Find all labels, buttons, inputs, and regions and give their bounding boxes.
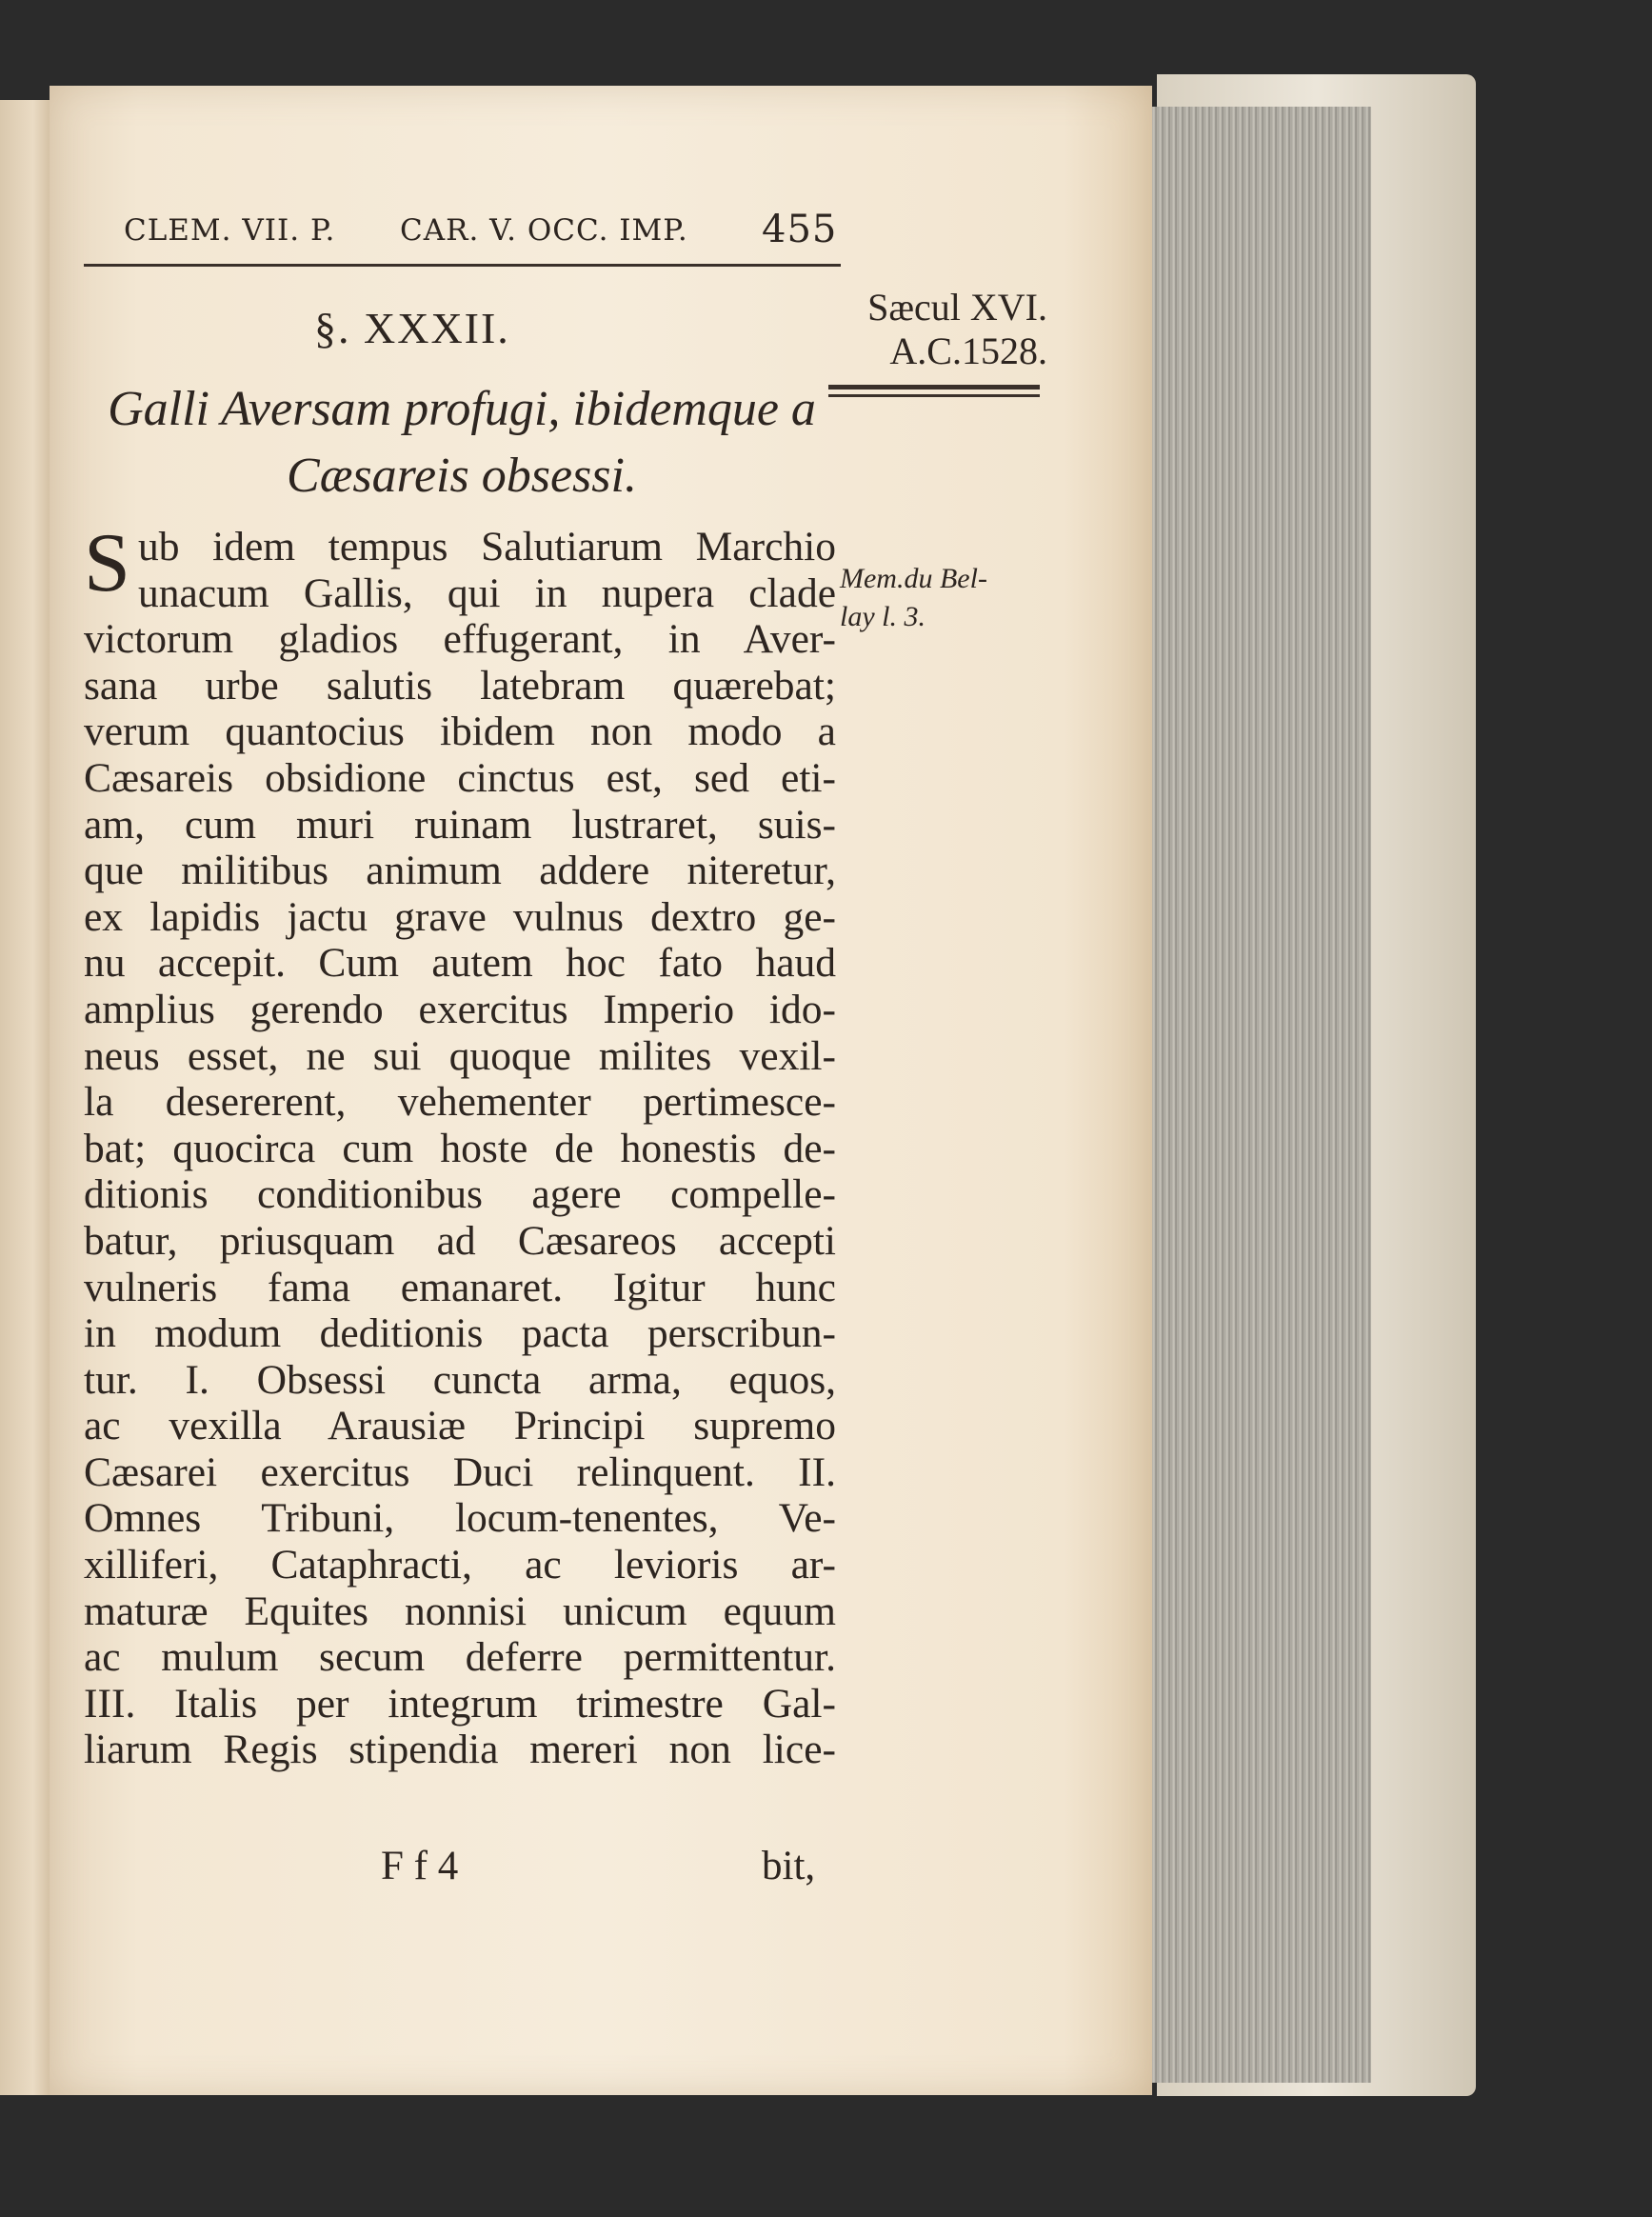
- margin-rule: [828, 385, 1040, 389]
- body-line: victorum gladios effugerant, in Aver-: [84, 616, 836, 663]
- page-edges: [1138, 107, 1371, 2083]
- body-line: bat; quocirca cum hoste de honestis de-: [84, 1125, 836, 1171]
- body-line: Cæsarei exercitus Duci relinquent. II.: [84, 1448, 836, 1495]
- body-line: neus esset, ne sui quoque milites vexil-: [84, 1032, 836, 1079]
- body-line: la desererent, vehementer pertimesce-: [84, 1079, 836, 1126]
- margin-reference-line-1: Mem.du Bel-: [840, 563, 987, 594]
- catchword: bit,: [762, 1844, 816, 1888]
- margin-rule-thin: [828, 394, 1040, 397]
- body-line: verum quantocius ibidem non modo a: [84, 709, 836, 755]
- body-line: amplius gerendo exercitus Imperio ido-: [84, 986, 836, 1032]
- body-line: ex lapidis jactu grave vulnus dextro ge-: [84, 893, 836, 940]
- previous-page: [0, 100, 55, 2095]
- body-text: [84, 517, 836, 1773]
- margin-reference: [840, 560, 1049, 636]
- header-rule: [84, 264, 841, 267]
- body-line: liarum Regis stipendia mereri non lice-: [84, 1727, 836, 1773]
- running-head: [124, 208, 847, 255]
- body-line: in modum deditionis pacta perscribun-: [84, 1310, 836, 1357]
- margin-date: [828, 286, 1047, 373]
- drop-cap: S: [84, 517, 130, 609]
- section-title: [86, 376, 838, 509]
- body-line: vulneris fama emanaret. Igitur hunc: [84, 1264, 836, 1310]
- body-line: batur, priusquam ad Cæsareos accepti: [84, 1217, 836, 1264]
- body-line: ditionis conditionibus agere compelle-: [84, 1171, 836, 1218]
- body-line: unacum Gallis, qui in nupera clade: [137, 569, 836, 616]
- section-title-line-2: Cæsareis obsessi.: [287, 449, 637, 503]
- body-line: III. Italis per integrum trimestre Gal-: [84, 1680, 836, 1727]
- page-number: 455: [762, 208, 838, 251]
- body-line: que militibus animum addere niteretur,: [84, 848, 836, 894]
- margin-reference-line-2: lay l. 3.: [840, 601, 926, 632]
- margin-century: Sæcul XVI.: [867, 286, 1047, 329]
- body-line: maturæ Equites nonnisi unicum equum: [84, 1588, 836, 1634]
- first-line-text: ub idem tempus Salutiarum Marchio: [137, 524, 836, 569]
- running-head-center: CAR. V. OCC. IMP.: [400, 213, 688, 248]
- section-number: §. XXXII.: [314, 304, 510, 352]
- body-line: tur. I. Obsessi cuncta arma, equos,: [84, 1356, 836, 1403]
- signature-mark: F f 4: [381, 1844, 459, 1888]
- margin-year: A.C.1528.: [889, 330, 1047, 372]
- body-line: sana urbe salutis latebram quærebat;: [84, 662, 836, 709]
- running-head-left: CLEM. VII. P.: [124, 213, 336, 248]
- body-line: Cæsareis obsidione cinctus est, sed eti-: [84, 754, 836, 801]
- section-title-line-1: Galli Aversam profugi, ibidemque a: [108, 382, 816, 436]
- body-line: nu accepit. Cum autem hoc fato haud: [84, 940, 836, 987]
- body-line: ac vexilla Arausiæ Principi supremo: [84, 1403, 836, 1449]
- body-line: am, cum muri ruinam lustraret, suis-: [84, 801, 836, 848]
- body-line: ac mulum secum deferre permittentur.: [84, 1634, 836, 1681]
- body-line: xilliferi, Cataphracti, ac levioris ar-: [84, 1542, 836, 1588]
- body-line: Omnes Tribuni, locum-tenentes, Ve-: [84, 1495, 836, 1542]
